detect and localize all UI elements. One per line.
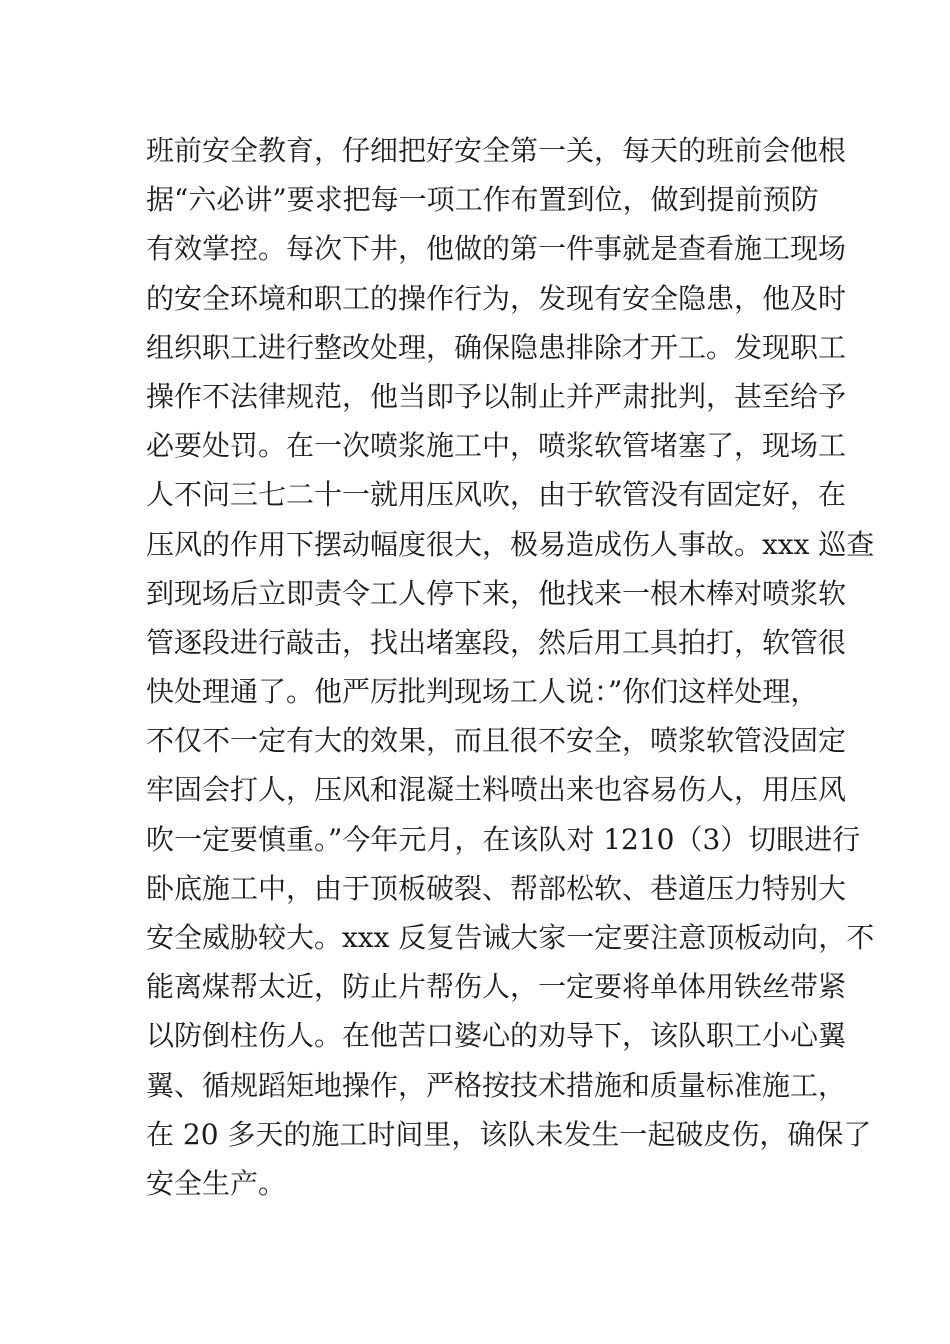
text-line: 据“六必讲”要求把每一项工作布置到位，做到提前预防: [146, 183, 819, 217]
text-line: 组织职工进行整改处理，确保隐患排除才开工。发现职工: [146, 330, 847, 364]
text-line: 安全威胁较大。xxx 反复告诫大家一定要注意顶板动向，不: [146, 921, 875, 954]
text-line: 快处理通了。他严厉批判现场工人说：”你们这样处理，: [146, 675, 819, 709]
text-line: 必要处罚。在一次喷浆施工中，喷浆软管堵塞了，现场工: [146, 429, 847, 463]
text-line: 以防倒柱伤人。在他苦口婆心的劝导下，该队职工小心翼: [146, 1019, 847, 1053]
text-line: 到现场后立即责令工人停下来，他找来一根木棒对喷浆软: [146, 576, 847, 610]
text-line: 班前安全教育，仔细把好安全第一关，每天的班前会他根: [146, 134, 847, 167]
text-line: 有效掌控。每次下井，他做的第一件事就是查看施工现场: [146, 232, 847, 266]
text-line: 卧底施工中，由于顶板破裂、帮部松软、巷道压力特别大: [146, 871, 847, 905]
text-line: 操作不法律规范，他当即予以制止并严肃批判，甚至给予: [146, 379, 847, 413]
text-line: 管逐段进行敲击，找出堵塞段，然后用工具拍打，软管很: [146, 625, 847, 659]
text-line: 牢固会打人，压风和混凝土料喷出来也容易伤人，用压风: [146, 773, 847, 807]
text-line: 能离煤帮太近，防止片帮伤人，一定要将单体用铁丝带紧: [146, 970, 847, 1004]
text-line: 人不问三七二十一就用压风吹，由于软管没有固定好，在: [146, 478, 847, 512]
body-paragraph: [146, 126, 875, 1208]
text-line: 压风的作用下摆动幅度很大，极易造成伤人事故。xxx 巡查: [146, 527, 875, 561]
text-line: 不仅不一定有大的效果，而且很不安全，喷浆软管没固定: [146, 724, 847, 758]
text-line: 的安全环境和职工的操作行为，发现有安全隐患，他及时: [146, 281, 847, 315]
text-line: 吹一定要慎重。”今年元月，在该队对 1210（3）切眼进行: [146, 822, 861, 856]
text-line: 安全生产。: [146, 1166, 287, 1200]
text-line: 在 20 多天的施工时间里，该队未发生一起破皮伤，确保了: [146, 1117, 872, 1151]
text-line: 翼、循规蹈矩地操作，严格按技术措施和质量标准施工，: [146, 1068, 847, 1102]
